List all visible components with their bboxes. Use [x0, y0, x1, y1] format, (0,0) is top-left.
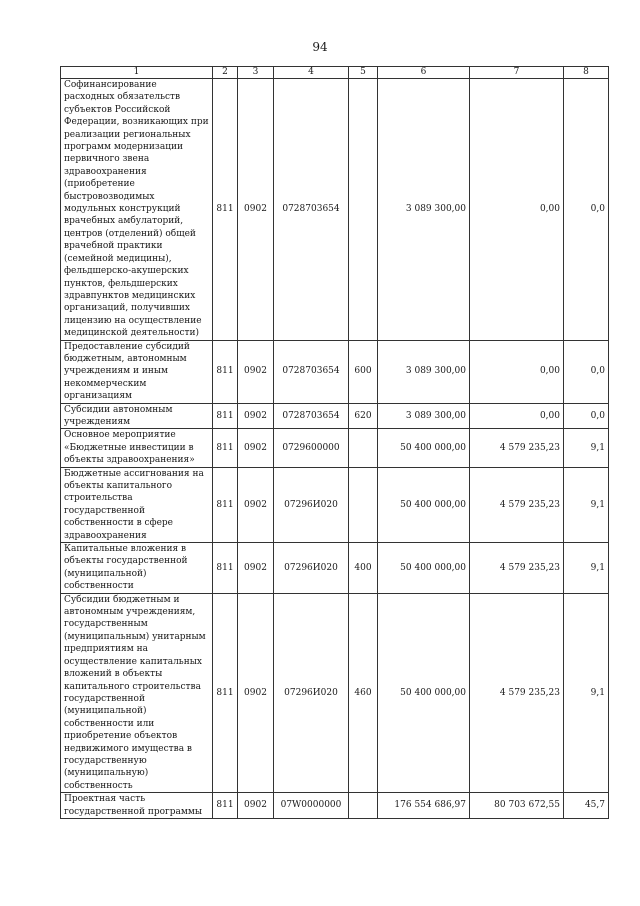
page-number: 94: [312, 40, 328, 54]
column-header: 3: [238, 67, 274, 79]
row-plan: 50 400 000,00: [378, 429, 470, 467]
row-grbs: 811: [213, 403, 238, 429]
table-row: [61, 429, 609, 467]
row-grbs: 811: [213, 429, 238, 467]
table-row: [61, 340, 609, 403]
row-target: 07W0000000: [274, 793, 349, 819]
row-section: 0902: [238, 340, 274, 403]
row-name: Основное мероприятие «Бюджетные инвестиции в объекты здравоохранения»: [61, 429, 213, 467]
row-target: 07296И020: [274, 543, 349, 594]
row-percent: 0,0: [564, 79, 609, 341]
row-name: Бюджетные ассигнования на объекты капитального строительства государственной собственности в сфере здравоохранения: [61, 467, 213, 542]
row-name: Капитальные вложения в объекты государственной (муниципальной) собственности: [61, 543, 213, 594]
row-plan: 176 554 686,97: [378, 793, 470, 819]
table-row: [61, 793, 609, 819]
column-header: 8: [564, 67, 609, 79]
row-section: 0902: [238, 467, 274, 542]
row-grbs: 811: [213, 340, 238, 403]
row-expense-type: 400: [349, 543, 378, 594]
row-name: Предоставление субсидий бюджетным, автономным учреждениям и иным некоммерческим организациям: [61, 340, 213, 403]
column-header: 1: [61, 67, 213, 79]
row-actual: 4 579 235,23: [470, 467, 564, 542]
row-target: 07296И020: [274, 467, 349, 542]
row-percent: 9,1: [564, 543, 609, 594]
row-plan: 50 400 000,00: [378, 467, 470, 542]
row-plan: 3 089 300,00: [378, 79, 470, 341]
row-plan: 50 400 000,00: [378, 543, 470, 594]
column-header: 2: [213, 67, 238, 79]
row-expense-type: 620: [349, 403, 378, 429]
row-expense-type: 460: [349, 593, 378, 793]
table-header-row: [61, 67, 609, 79]
row-actual: 80 703 672,55: [470, 793, 564, 819]
row-section: 0902: [238, 543, 274, 594]
table-row: [61, 467, 609, 542]
row-expense-type: 600: [349, 340, 378, 403]
row-plan: 3 089 300,00: [378, 403, 470, 429]
row-name: Проектная часть государственной программы: [61, 793, 213, 819]
row-name: Субсидии бюджетным и автономным учреждениям, государственным (муниципальным) унитарным предприятиям на осуществление капитальных вложений в объекты капитального строительства государственной (муниципальной) собственности или приобретение объектов недвижимого имущества в государственную (муниципальную) собственность: [61, 593, 213, 793]
row-percent: 45,7: [564, 793, 609, 819]
row-plan: 3 089 300,00: [378, 340, 470, 403]
table-row: [61, 403, 609, 429]
row-actual: 4 579 235,23: [470, 543, 564, 594]
row-expense-type: [349, 429, 378, 467]
row-percent: 0,0: [564, 340, 609, 403]
row-target: 0728703654: [274, 340, 349, 403]
column-header: 6: [378, 67, 470, 79]
row-grbs: 811: [213, 793, 238, 819]
row-section: 0902: [238, 793, 274, 819]
row-target: 0728703654: [274, 79, 349, 341]
row-name: Софинансирование расходных обязательств субъектов Российской Федерации, возникающих при реализации региональных программ модернизации первичного звена здравоохранения (приобретение быстровозводимых модульных конструкций врачебных амбулаторий, центров (отделений) общей врачебной практики (семейной медицины), фельдшерско-акушерских пунктов, фельдшерских здравпунктов медицинских организаций, получивших лицензию на осуществление медицинской деятельности): [61, 79, 213, 341]
row-percent: 0,0: [564, 403, 609, 429]
row-grbs: 811: [213, 593, 238, 793]
row-section: 0902: [238, 593, 274, 793]
row-actual: 0,00: [470, 340, 564, 403]
table-row: [61, 543, 609, 594]
row-expense-type: [349, 467, 378, 542]
row-section: 0902: [238, 79, 274, 341]
column-header: 5: [349, 67, 378, 79]
table-row: [61, 79, 609, 341]
column-header: 4: [274, 67, 349, 79]
row-target: 0728703654: [274, 403, 349, 429]
row-grbs: 811: [213, 467, 238, 542]
row-percent: 9,1: [564, 467, 609, 542]
row-name: Субсидии автономным учреждениям: [61, 403, 213, 429]
row-actual: 0,00: [470, 79, 564, 341]
row-grbs: 811: [213, 543, 238, 594]
row-actual: 4 579 235,23: [470, 593, 564, 793]
row-percent: 9,1: [564, 429, 609, 467]
row-target: 07296И020: [274, 593, 349, 793]
row-expense-type: [349, 793, 378, 819]
row-target: 0729600000: [274, 429, 349, 467]
row-actual: 0,00: [470, 403, 564, 429]
row-grbs: 811: [213, 79, 238, 341]
row-actual: 4 579 235,23: [470, 429, 564, 467]
table-row: [61, 593, 609, 793]
row-section: 0902: [238, 403, 274, 429]
budget-table: [60, 66, 609, 819]
row-expense-type: [349, 79, 378, 341]
row-percent: 9,1: [564, 593, 609, 793]
row-plan: 50 400 000,00: [378, 593, 470, 793]
column-header: 7: [470, 67, 564, 79]
row-section: 0902: [238, 429, 274, 467]
